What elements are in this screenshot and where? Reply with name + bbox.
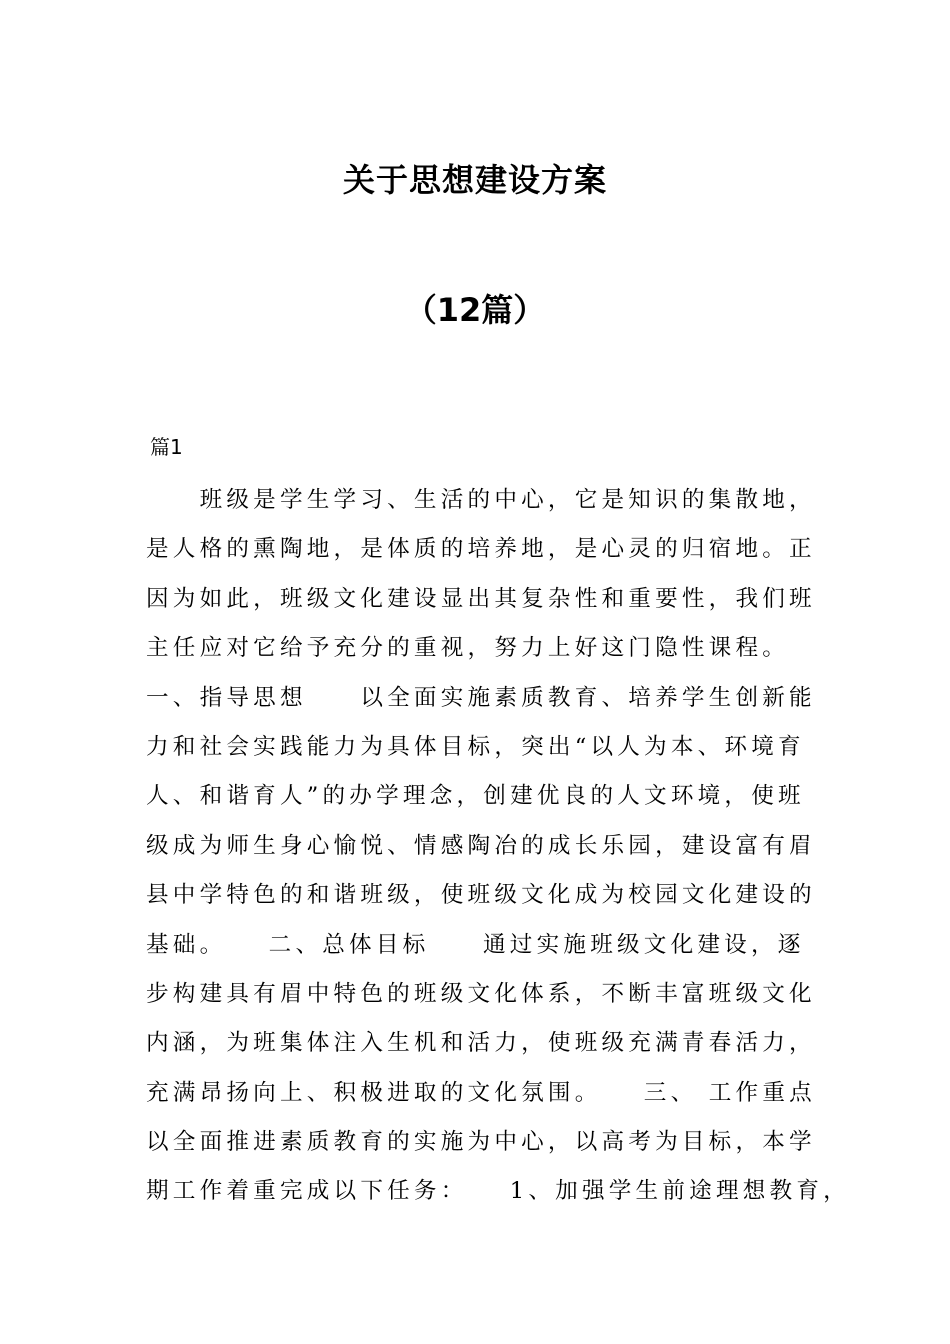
body-line: 是人格的熏陶地，是体质的培养地，是心灵的归宿地。正 [146, 536, 816, 563]
body-line: 内涵，为班集体注入生机和活力，使班级充满青春活力， [146, 1030, 816, 1057]
body-line: 基础。 二、总体目标 通过实施班级文化建设，逐 [146, 931, 805, 958]
body-line: 力和社会实践能力为具体目标，突出“以人为本、环境育 [146, 733, 805, 760]
body-line: 因为如此，班级文化建设显出其复杂性和重要性，我们班 [146, 585, 816, 612]
body-line: 步构建具有眉中特色的班级文化体系，不断丰富班级文化 [146, 980, 816, 1007]
body-text [146, 480, 850, 1221]
body-line: 一、指导思想 以全面实施素质教育、培养学生创新能 [146, 684, 816, 711]
document-subtitle: （12篇） [404, 291, 546, 329]
body-line: 班级是学生学习、生活的中心，它是知识的集散地， [146, 487, 816, 513]
body-line: 县中学特色的和谐班级，使班级文化成为校园文化建设的 [146, 882, 816, 909]
body-line: 期工作着重完成以下任务： 1、加强学生前途理想教育， [146, 1178, 850, 1205]
document-title: 关于思想建设方案 [342, 161, 607, 199]
body-line: 人、和谐育人”的办学理念，创建优良的人文环境，使班 [146, 783, 805, 810]
body-line: 充满昂扬向上、积极进取的文化氛围。 三、 工作重点 [146, 1079, 816, 1106]
body-line: 级成为师生身心愉悦、情感陶冶的成长乐园，建设富有眉 [146, 832, 816, 859]
body-line: 以全面推进素质教育的实施为中心，以高考为目标，本学 [146, 1129, 816, 1156]
body-line: 主任应对它给予充分的重视，努力上好这门隐性课程。 [146, 635, 790, 662]
section-label: 篇1 [150, 435, 183, 459]
